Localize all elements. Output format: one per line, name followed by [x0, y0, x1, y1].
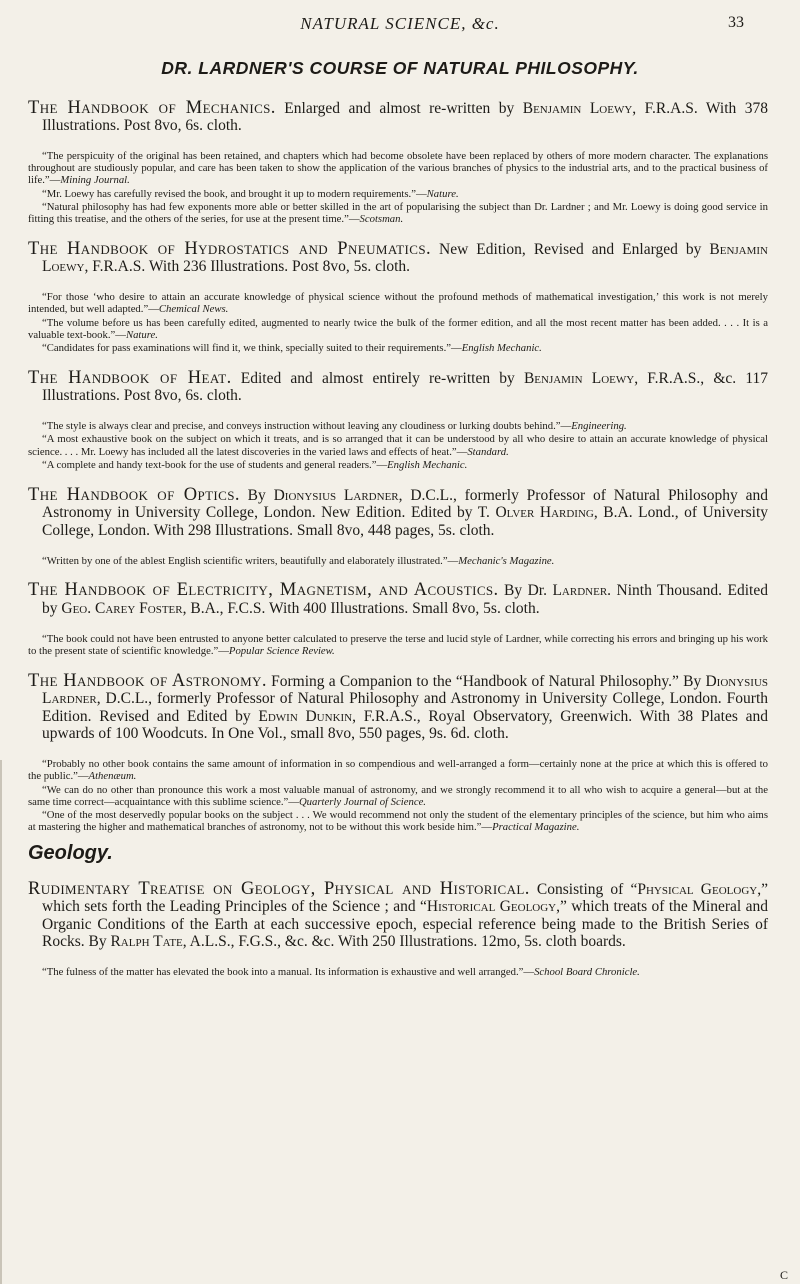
signature-mark: C — [780, 1268, 789, 1282]
review-quote — [28, 420, 768, 432]
entry-title: The Handbook of Electricity, Magnetism, and Acoustics. — [28, 580, 499, 601]
review-quote — [28, 633, 768, 657]
review-text: “We can do no other than pronounce this work a most valuable manual of astronomy, and we strongly recommend it to all who wish to acquire a general—but at the same time correct—acquaintance with this sublime science.”— — [28, 783, 768, 808]
review-text: “The fulness of the matter has elevated the book into a manual. Its information is exhaustive and well arranged.”— — [42, 966, 535, 979]
review-quote — [28, 317, 768, 341]
entry-details-text: Consisting of “ — [529, 880, 638, 898]
review-text: “Mr. Loewy has carefully revised the book, and brought it up to modern requirements.”— — [42, 187, 427, 200]
review-text: “Natural philosophy has had few exponents more able or better skilled in the art of popularising the subject than Dr. Lardner ; and Mr. Loewy is doing good service in fitting this treatise, and the others of the series, for use at the present time.”— — [28, 200, 768, 226]
running-head — [56, 14, 744, 40]
entry-details-text: , F.R.A.S., Royal Observatory, Greenwich. With 38 Plates and upwards of 100 Woodcuts. In One Vol., small 8vo, 550 pages, 9s. 6d. cloth. — [42, 707, 768, 743]
entry-person-name: Physical Geology — [637, 880, 758, 898]
review-source: Chemical News. — [158, 303, 229, 316]
review-text: “The volume before us has been carefully edited, augmented to nearly twice the bulk of the former edition, and all the most recent matter has been added. . . . It is a valuable text-book.”— — [28, 316, 768, 341]
review-text: “For those ‘who desire to attain an accurate knowledge of physical science without the profound methods of mathematical investigation,’ this work is not merely intended, but well adapted.”— — [28, 291, 768, 316]
entry-details-text: Enlarged and almost re-written by — [275, 99, 523, 117]
entry-person-name: Edwin Dunkin — [258, 707, 353, 725]
catalogue-entry — [28, 670, 768, 834]
review-source: Scotsman. — [359, 213, 404, 226]
review-quote — [28, 966, 768, 978]
entry-heading — [28, 97, 769, 135]
entry-details-text: , B.A., F.C.S. With 400 Illustrations. Small 8vo, 5s. cloth. — [182, 599, 540, 617]
entry-person-name: Benjamin Loewy — [42, 240, 769, 276]
review-source: School Board Chronicle. — [534, 966, 640, 979]
entry-title: The Handbook of Hydrostatics and Pneumatics. — [28, 238, 431, 259]
catalogue-entry — [28, 878, 768, 979]
page-crease — [0, 760, 2, 1284]
review-text: “One of the most deservedly popular books on the subject . . . We would recommend not only the student of the elementary principles of the science, but him who aims at mastering the higher and mathematical branches of astronomy, not to be without this work beside him.”— — [28, 808, 768, 834]
review-source: English Mechanic. — [387, 458, 468, 471]
entry-details-text: . Ninth Thousand. Edited by — [42, 582, 768, 617]
review-quote — [28, 784, 768, 808]
entry-details-text: ,” which treats of the Mineral and Organic Conditions of the Earth at each successive epoch, especial reference being made to the British Series of Rocks. By — [42, 898, 768, 951]
review-source: Popular Science Review. — [228, 644, 335, 657]
review-source: Standard. — [467, 445, 509, 458]
entry-details-text: , B.A. Lond., of University College, London. With 298 Illustrations. Small 8vo, 448 pages, 5s. cloth. — [42, 504, 768, 539]
entry-details-text: New Edition, Revised and Enlarged by — [430, 240, 710, 258]
entry-details-text: , F.R.A.S., &c. 117 Illustrations. Post 8vo, 6s. cloth. — [42, 369, 768, 405]
entry-heading — [28, 238, 769, 276]
entry-person-name: Dionysius Lardner — [42, 672, 768, 708]
review-text: “A complete and handy text-book for the use of students and general readers.”— — [42, 458, 388, 471]
entry-details-text: Forming a Companion to the “Handbook of Natural Philosophy.” By — [266, 672, 706, 690]
review-quote — [28, 809, 768, 833]
entry-person-name: Historical Geology — [426, 898, 557, 916]
entry-person-name: Dionysius Lardner — [273, 486, 399, 504]
review-source: Mining Journal. — [60, 174, 130, 187]
review-source: Nature. — [125, 328, 158, 341]
entry-person-name: Benjamin Loewy — [523, 369, 635, 387]
review-text: “A most exhaustive book on the subject on which it treats, and is so arranged that it can be understood by all who desire to attain an accurate knowledge of physical science. . . . Mr. Loewy has included all the latest discoveries in the varied laws and effects of heat.”— — [28, 433, 768, 458]
review-text: “The style is always clear and precise, and conveys instruction without leaving any cloudiness or lurking doubts behind.”— — [42, 420, 572, 433]
entry-title: The Handbook of Mechanics. — [28, 97, 276, 118]
entry-person-name: Geo. Carey Foster — [61, 599, 183, 617]
review-source: Quarterly Journal of Science. — [298, 795, 426, 808]
content-column — [28, 84, 768, 988]
review-text: “The perspicuity of the original has been retained, and chapters which had become obsolete have been replaced by others of more modern character. The explanations throughout are studiously popular, and care has been taken to show the application of the various branches of physics to the industrial arts, and to the practical business of life.”— — [28, 150, 768, 187]
entry-person-name: Ralph Tate — [110, 933, 183, 951]
review-quote — [28, 555, 768, 567]
entry-details-text: , D.C.L., formerly Professor of Natural Philosophy and Astronomy in University College, London. New Edition. Edited by T. — [42, 486, 768, 522]
catalogue-entry — [28, 484, 768, 567]
entry-details-text: Edited and almost entirely re-written by — [231, 369, 524, 387]
geology-subsection-heading: Geology. — [28, 842, 113, 865]
entry-title: Rudimentary Treatise on Geology, Physical and Historical. — [28, 878, 530, 899]
review-quote — [28, 150, 768, 187]
catalogue-entry — [28, 582, 768, 657]
entry-person-name: Benjamin Loewy — [522, 99, 633, 117]
entries-list — [28, 97, 769, 834]
review-quote — [28, 291, 768, 315]
geology-entry — [28, 878, 768, 979]
entry-details-text: By — [239, 486, 274, 504]
entry-details-text: , D.C.L., formerly Professor of Natural Philosophy and Astronomy in University College, London. Fourth Edition. Revised and Edited by — [42, 690, 768, 725]
entry-details-text: ,” which sets forth the Leading Principles of the Science ; and “ — [42, 880, 768, 916]
review-source: Nature. — [426, 187, 459, 200]
review-source: Athenæum. — [88, 770, 137, 783]
entry-details-text: , F.R.A.S. With 236 Illustrations. Post 8vo, 5s. cloth. — [84, 258, 410, 276]
review-source: Practical Magazine. — [492, 821, 580, 834]
entry-heading — [28, 367, 768, 405]
entry-heading — [28, 484, 768, 540]
review-text: “The book could not have been entrusted to anyone better calculated to preserve the terse and lucid style of Lardner, while correcting his errors and bringing up his work to the present state of scientific knowledge.”— — [28, 632, 768, 657]
entry-title: The Handbook of Astronomy. — [28, 670, 267, 691]
page-number: 33 — [728, 14, 744, 31]
entry-heading — [28, 878, 768, 951]
review-source: Engineering. — [571, 420, 627, 433]
review-quote — [28, 459, 768, 471]
entry-details-text: , A.L.S., F.G.S., &c. &c. With 250 Illustrations. 12mo, 5s. cloth boards. — [182, 933, 626, 951]
catalogue-entry — [28, 367, 768, 471]
catalogue-entry — [28, 97, 769, 226]
review-quote — [28, 342, 768, 354]
entry-person-name: Olver Harding — [495, 504, 594, 522]
review-quote — [28, 201, 768, 225]
review-text: “Candidates for pass examinations will find it, we think, specially suited to their requirements.”— — [42, 342, 462, 355]
entry-person-name: Lardner — [552, 582, 608, 600]
review-text: “Probably no other book contains the same amount of information in so compendious and well-arranged a form—certainly none at the price at which this is offered to the public.”— — [28, 758, 768, 783]
section-heading: DR. LARDNER'S COURSE OF NATURAL PHILOSOPHY. — [161, 58, 639, 78]
review-quote — [28, 758, 768, 782]
entry-heading — [28, 670, 768, 743]
review-quote — [28, 433, 768, 457]
running-title: NATURAL SCIENCE, &c. — [300, 14, 500, 33]
review-source: English Mechanic. — [461, 342, 542, 355]
entry-title: The Handbook of Optics. — [28, 484, 240, 505]
review-source: Mechanic's Magazine. — [458, 554, 555, 567]
entry-title: The Handbook of Heat. — [28, 367, 232, 388]
catalogue-entry — [28, 238, 769, 355]
entry-details-text: , F.R.A.S. With 378 Illustrations. Post 8vo, 6s. cloth. — [42, 99, 769, 134]
entry-heading — [28, 582, 768, 617]
entry-details-text: By Dr. — [498, 582, 553, 600]
review-text: “Written by one of the ablest English scientific writers, beautifully and elaborately illustrated.”— — [42, 554, 459, 567]
review-quote — [28, 188, 768, 200]
